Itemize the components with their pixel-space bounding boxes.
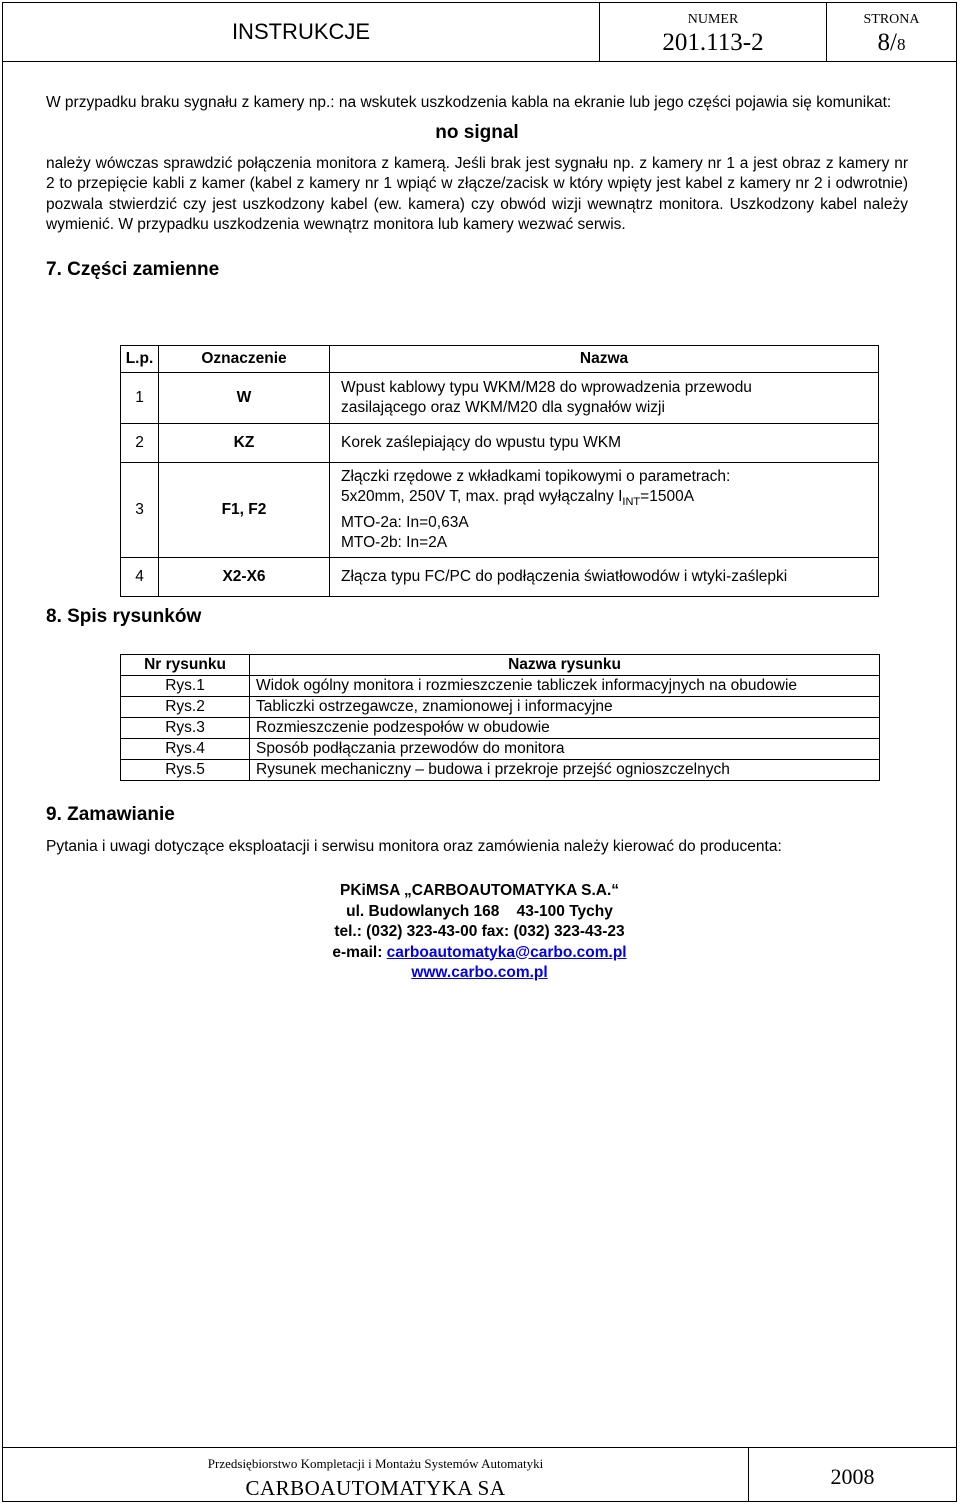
parts-header-name: Nazwa [330, 346, 879, 373]
parts-lp: 4 [121, 558, 159, 597]
parts-lp: 2 [121, 424, 159, 463]
fig-number: Rys.5 [121, 760, 250, 781]
parts-name-line: MTO-2b: In=2A [341, 533, 448, 551]
main-content [46, 93, 908, 282]
parts-name: Złącza typu FC/PC do podłączenia światłowodów i wtyki-zaślepki [330, 558, 879, 597]
parts-lp: 1 [121, 373, 159, 424]
parts-name-line: Wpust kablowy typu WKM/M28 do wprowadzenia przewodu [341, 379, 752, 396]
parts-name-fragment: 5x20mm, 250V T, max. prąd wyłączalny I [341, 488, 623, 506]
table-row [121, 697, 880, 718]
email-link[interactable]: carboautomatyka@carbo.com.pl [386, 943, 627, 961]
parts-name-fragment: =1500A [640, 488, 695, 506]
company-phone: tel.: (032) 323-43-00 fax: (032) 323-43-23 [334, 923, 625, 940]
intro-line: W przypadku braku sygnału z kamery np.: na wskutek uszkodzenia kabla na ekranie lub jego części pojawia się komunikat: [46, 94, 892, 111]
spare-parts-table [120, 345, 879, 597]
parts-lp: 3 [121, 463, 159, 558]
company-name: PKiMSA „CARBOAUTOMATYKA S.A.“ [340, 882, 619, 899]
fig-name: Rozmieszczenie podzespołów w obudowie [250, 718, 880, 739]
page-total: 8 [896, 35, 906, 54]
footer-year: 2008 [830, 1464, 875, 1489]
parts-name [330, 373, 879, 424]
order-text: Pytania i uwagi dotyczące eksploatacji i serwisu monitora oraz zamówienia należy kierować do producenta: [46, 838, 782, 855]
fig-number: Rys.4 [121, 739, 250, 760]
no-signal-message: no signal [435, 121, 519, 143]
parts-code: F1, F2 [159, 463, 330, 558]
parts-code: W [159, 373, 330, 424]
table-row [121, 558, 879, 597]
header-title: INSTRUKCJE [3, 3, 600, 61]
fig-name: Tabliczki ostrzegawcze, znamionowej i informacyjne [250, 697, 880, 718]
table-row [121, 424, 879, 463]
page-footer [3, 1447, 956, 1502]
email-label: e-mail: [332, 943, 387, 961]
contact-block [3, 881, 956, 984]
document-page [2, 2, 957, 1502]
parts-name-line: zasilającego oraz WKM/M20 dla sygnałów wizji [341, 399, 665, 416]
fig-number: Rys.3 [121, 718, 250, 739]
parts-name-line: MTO-2a: In=0,63A [341, 513, 469, 531]
parts-name-line [341, 487, 878, 512]
fig-number: Rys.2 [121, 697, 250, 718]
footer-company [3, 1448, 749, 1502]
parts-name-line: Złączki rzędowe z wkładkami topikowymi o parametrach: [341, 468, 731, 486]
header-number-label: NUMER [687, 12, 739, 27]
header-page-label: STRONA [863, 12, 920, 27]
fig-name: Rysunek mechaniczny – budowa i przekroje przejść ognioszczelnych [250, 760, 880, 781]
parts-header-lp: L.p. [121, 346, 159, 373]
table-row [121, 760, 880, 781]
header-number [600, 3, 827, 61]
header-page [827, 3, 956, 61]
page-header [3, 3, 956, 62]
fig-name: Widok ogólny monitora i rozmieszczenie tabliczek informacyjnych na obudowie [250, 676, 880, 697]
footer-company-line: Przedsiębiorstwo Kompletacji i Montażu Systemów Automatyki [207, 1456, 544, 1471]
parts-name: Korek zaślepiający do wpustu typu WKM [330, 424, 879, 463]
figs-header-name: Nazwa rysunku [250, 655, 880, 676]
parts-name-subscript: INT [622, 496, 641, 509]
parts-name [330, 463, 879, 558]
parts-code: KZ [159, 424, 330, 463]
company-address: ul. Budowlanych 168 43-100 Tychy [346, 902, 613, 920]
website-link[interactable]: www.carbo.com.pl [411, 964, 548, 981]
section-9-title: 9. Zamawianie [46, 804, 175, 825]
footer-brand: CARBOAUTOMATYKA SA [245, 1476, 506, 1500]
section-8-title: 8. Spis rysunków [46, 606, 202, 627]
table-row [121, 718, 880, 739]
table-row [121, 739, 880, 760]
intro-paragraph: należy wówczas sprawdzić połączenia monitora z kamerą. Jeśli brak jest sygnału np. z kamery nr 1 a jest obraz z kamery nr 2 to przepięcie kabli z kamer (kabel z kamery nr 1 wpiąć w złącze/zacisk w który wpięty jest kabel z kamery nr 2 i odwrotnie) pozwala stwierdzić czy jest uszkodzony kabel (ew. kamera) czy obwód wizji wewnątrz monitora. Uszkodzony kabel należy wymienić. W przypadku uszkodzenia wewnątrz monitora lub kamery wezwać serwis. [46, 154, 908, 233]
company-website [3, 963, 956, 984]
fig-number: Rys.1 [121, 676, 250, 697]
header-number-value: 201.113-2 [662, 29, 764, 56]
table-row [121, 676, 880, 697]
table-row [121, 463, 879, 558]
figures-table [120, 654, 880, 781]
company-email [3, 943, 956, 964]
fig-name: Sposób podłączania przewodów do monitora [250, 739, 880, 760]
parts-code: X2-X6 [159, 558, 330, 597]
parts-header-code: Oznaczenie [159, 346, 330, 373]
figs-header-nr: Nr rysunku [121, 655, 250, 676]
header-page-value [878, 29, 906, 57]
page-current: 8/ [877, 29, 897, 56]
table-row [121, 373, 879, 424]
section-7-title: 7. Części zamienne [46, 258, 220, 280]
